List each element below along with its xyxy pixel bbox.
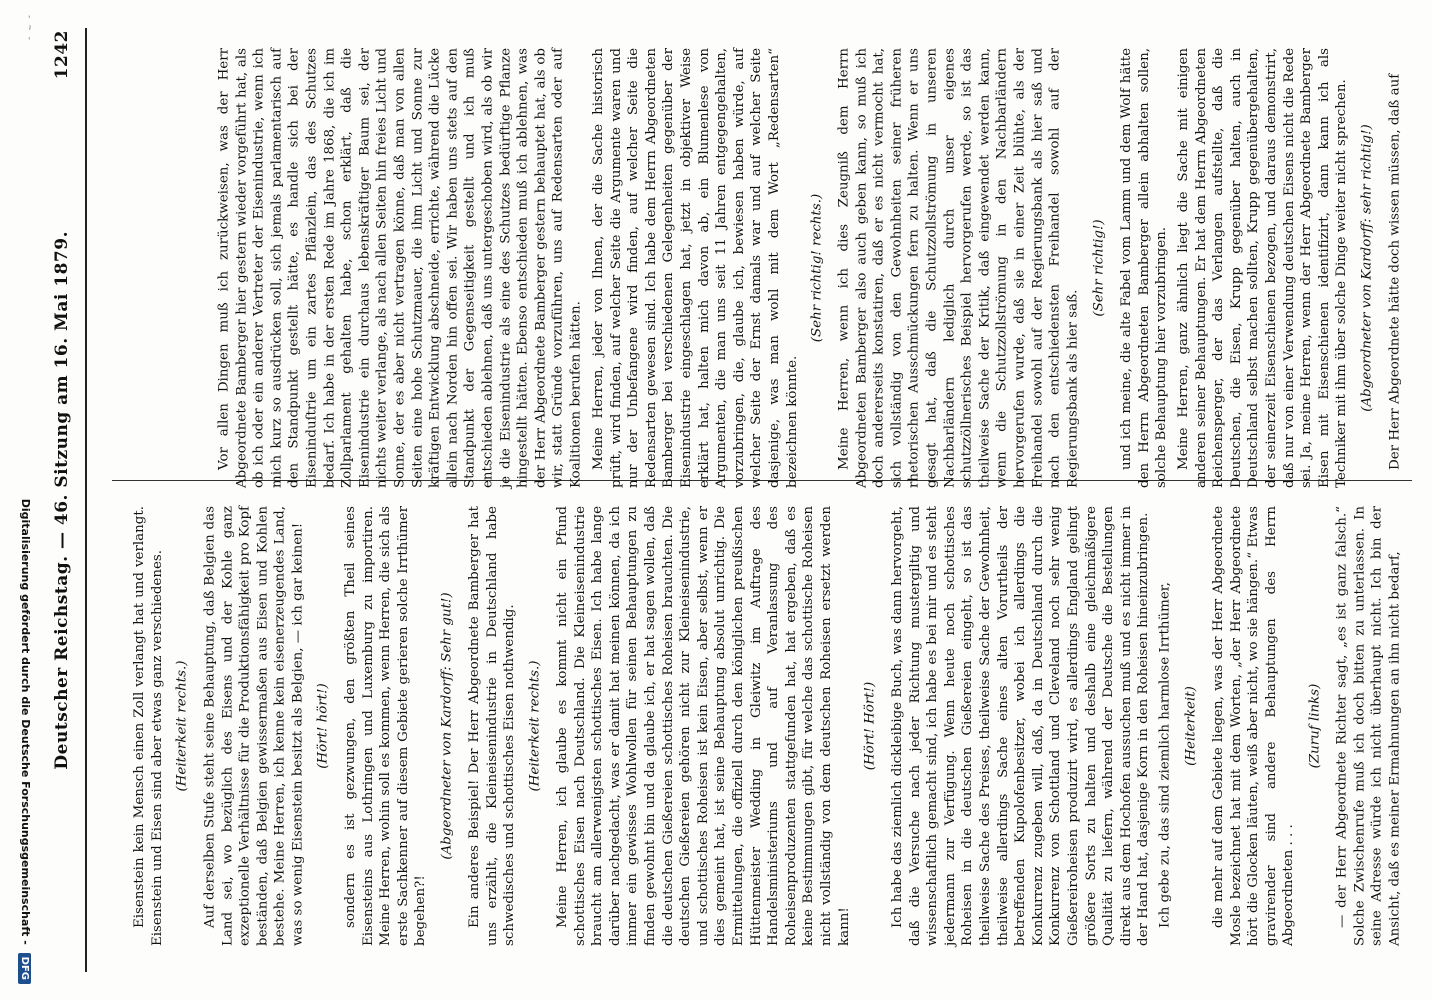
speech-interjection: (Abgeordneter von Kardorff: sehr richtig!) xyxy=(1359,124,1375,412)
speech-paragraph: die mehr auf dem Gebiete liegen, was der Herr Abgeordnete Mosle bezeichnet hat mit dem Worten, „der Herr Abgeordnete hört die Glocken läuten, weiß aber nicht, wo sie hängen.“ Etwas gravirender sind andere Behauptungen des Herrn Abgeordneten . . . xyxy=(1211,506,1297,946)
speech-interjection: (Heiterkeit) xyxy=(1183,686,1199,766)
column-left xyxy=(212,48,1404,488)
speech-interjection: (Abgeordneter von Kardorff: Sehr gut!) xyxy=(439,592,455,860)
header-title-text: Deutscher Reichstag. — 46. Sitzung am 16. Mai 1879. xyxy=(52,230,72,770)
speech-paragraph: Ich habe das ziemlich dickleibige Buch, was dann hervorgeht, daß die Versuche nach jeder Richtung mustergiltig und wissenschaftlich gemacht sind, ich habe es bei mir und es steht jedermann zur Verfügung. Wenn heute noch schottisches Roheisen in die deutschen Gießereien eingeht, so ist das theilweise Sache des Preises, theilweise Sache der Gewohnheit, theilweise allerdings Sache eines alten Vorurtheils der betreffenden Kupolofenbesitzer, wobei ich allerdings die Konkurrenz zugeben will, daß, da in Deutschland durch die Konkurrenz von Schottland und Cleveland noch sehr wenig Gießereiroheisen produzirt wird, es allerdings England gelingt größere Sorts zu halten und deshalb eine gleichmäßigere Qualität zu liefern, während der Deutsche die Bestellungen direkt aus dem Hochofen aussuchen muß und es nicht immer in der Hand hat, dasjenige Korn in den Roheisen hineinzubringen. xyxy=(889,506,1152,946)
column-right xyxy=(126,506,1404,946)
speech-paragraph: Vor allen Dingen muß ich zurückweisen, was der Herr Abgeordnete Bamberger hier gestern wieder vorgeführt hat, als ob ich oder ein anderer Vertreter der Eisenindustrie, wenn ich mich kurz so ausdrücken soll, sich jemals parlamentarisch auf den Standpunkt gestellt hätte, es handle sich bei der Eiseninduſtrie um ein zartes Pflänzlein, das des Schutzes bedarf. Ich habe in der ersten Rede im Jahre 1868, die ich im Zollparlament gehalten habe, schon erklärt, daß die Eisenindustrie ein durchaus lebenskräftiger Baum sei, der nichts weiter verlange, als nach allen Seiten hin freies Licht und Sonne, der es aber nicht vertragen könne, daß man von allen Seiten eine hohe Schutzmauer, die ihm Licht und Sonne zur kräftigen Entwicklung abschneide, errichte, während die Lücke allein nach Norden hin offen sei. Wir haben uns stets auf den Standpunkt der Gegenseitigkeit gestellt und ich muß entschieden ablehnen, daß uns untergeschoben wird, als ob wir je die Eisenindustrie als eine des Schutzes bedürftige Pflanze hingestellt hätten. Ebenso entschieden muß ich ablehnen, was der Herr Abgeordnete Bamberger gestern behauptet hat, als ob wir, statt Gründe vorzuführen, uns auf Redensarten oder auf Koalitionen berufen hätten. xyxy=(217,48,584,488)
speech-paragraph: Meine Herren, jeder von Ihnen, der die Sache historisch prüft, wird finden, auf welcher Seite die Argumente waren und nur der Unbefangene wird finden, auf welcher Seite die Redensarten gewesen sind. Ich habe dem Herrn Abgeordneten Bamberger bei verschiedenen Gelegenheiten gegenüber der Eisenindustrie eingeschlagen hat, jetzt in objektiver Weise erklärt hat, halten mich davon ab, ein Blumenlese von Argumenten, die man uns seit 11 Jahren entgegengehalten, vorzubringen, die, glaube ich, bewiesen haben würde, auf welcher Seite der Ernst damals war und auf welcher Seite dasjenige, was man wohl mit dem Wort „Redensarten“ bezeichnen könnte. xyxy=(590,48,799,488)
speech-paragraph: Ein anderes Beispiel! Der Herr Abgeordnete Bamberger hat uns erzählt, die Kleineisenindustrie in Deutschland habe schwedisches und schottisches Eisen nothwendig. xyxy=(466,506,518,946)
speech-paragraph: Ich gebe zu, das sind ziemlich harmlose Irrthümer, xyxy=(1157,582,1173,928)
speech-interjection: (Heiterkeit rechts.) xyxy=(527,660,543,792)
speech-paragraph: Meine Herren, ganz ähnlich liegt die Sache mit einigen anderen seiner Behauptungen. Er hat dem Herrn Abgeordneten Reichensperger, der das Verlangen aufstellte, daß die Deutschen, die Eisen, Krupp gegenüber halten, auch in Deutschland selbst machen sollten, Krupp gegenübergehalten, der seinerzeit Eisenschienen bezogen, und daraus demonstrirt, daß nur von einer Verwendung deutschen Eisens nicht die Rede sei. Ja, meine Herren, wenn der Herr Abgeordnete Bamberger Eisen mit Eisenschienen identifizirt, dann kann ich als Techniker mit ihm über solche Dinge weiter nicht sprechen. xyxy=(1175,48,1350,488)
speech-interjection: (Hört! Hört!) xyxy=(862,681,878,771)
speech-paragraph: Auf derselben Stufe steht seine Behauptung, daß Belgien das Land sei, wo bezüglich des Eisens und der Kohle ganz exzeptionelle Verhältnisse für die Produktionsfähigkeit pro Kopf beständen, daß Belgien gewissermaßen aus Eisen und Kohlen bestehe. Meine Herren, ich kenne kein eisenerzeugendes Land, was so wenig Eisenstein besitzt als Belgien, — ich gar keinen! xyxy=(202,506,306,946)
speech-paragraph: Meine Herren, ich glaube es kommt nicht ein Pfund schottisches Eisen nach Deutschland. Die Kleineisenindustrie braucht am allerwenigsten schottisches Eisen. Ich habe lange darüber nachgedacht, was er damit hat meinen können, da ich immer ein gewisses Wohlwollen für seinen Behauptungen zu finden gewohnt bin und da glaube ich, er hat sagen wollen, daß die deutschen Gießereien schottisches Roheisen brauchten. Die deutschen Gießereien gehören nicht zur Kleineisenindustrie, und schottisches Roheisen ist kein Eisen, aber selbst, wenn er dies gemeint hat, ist seine Behauptung absolut unrichtig. Die Ermittelungen, die offiziell durch den königlichen preußischen Hüttenmeister Wedding in Gleiwitz im Auftrage des Handelsministeriums und auf Veranlassung des Roheisenproduzenten stattgefunden hat, hat ergeben, daß es keine Bestimmungen gibt, für welche das schottische Roheisen nicht vollständig von dem deutschen Roheisen ersetzt werden kann! xyxy=(555,506,852,946)
running-header xyxy=(44,30,78,970)
scan-mark: - ~ - xyxy=(24,14,34,42)
digitization-sidebar xyxy=(10,0,32,1000)
dfg-logo: DFG xyxy=(18,953,31,984)
speech-interjection: (Sehr richtig! rechts.) xyxy=(809,193,825,343)
speech-paragraph: sondern es ist gezwungen, den größten Theil seines Eisensteins aus Lothringen und Luxemburg zu importiren. Meine Herren, wohin soll es kommen, wenn Herren, die sich als erste Sachkenner auf diesem Gebiete gerieren solche Irrthümer begehen?! xyxy=(343,506,429,946)
speech-interjection: (Heiterkeit rechts.) xyxy=(174,660,190,792)
speech-interjection: (Sehr richtig!) xyxy=(1091,219,1107,317)
speech-paragraph: — der Herr Abgeordnete Richter sagt, „es ist ganz falsch.“ Solche Zwischenrufe muß ich doch bitten zu unterlassen. In seine Adresse würde ich nicht überhaupt nicht. Ich bin der Ansicht, daß es meiner Ermahnungen an ihn nicht bedarf, xyxy=(1334,506,1403,946)
header-rule xyxy=(85,28,87,972)
header-title xyxy=(52,30,72,970)
speech-paragraph: Eisenstein kein Mensch einen Zoll verlangt hat und verlangt. Eisenstein und Eisen sind aber etwas ganz verschiedenes. xyxy=(131,506,164,946)
digitization-note: Digitalisierung gefördert durch die Deutsche Forschungsgemeinschaft - xyxy=(19,498,32,945)
speech-paragraph: Der Herr Abgeordnete hätte doch wissen müssen, daß auf xyxy=(1387,73,1403,470)
speech-interjection: (Hört! hört!) xyxy=(315,683,331,769)
speech-paragraph: und ich meine, die alte Fabel vom Lamm und dem Wolf hätte den Herrn Abgeordneten Bamberger allein abhalten sollen, solche Behauptung hier vorzubringen. xyxy=(1119,48,1170,488)
speech-paragraph: Meine Herren, wenn ich dies Zeugniß dem Herrn Abgeordneten Bamberger also auch geben kann, so muß ich doch andererseits konstatiren, daß er es nicht vermocht hat, sich vollständig von den Gewohnheiten seiner früheren rhetorischen Ausschmückungen fern zu halten. Wenn er uns gesagt hat, daß die Schutzzollströmung in unseren Nachbarländern lediglich durch unser eigenes schutzzöllnerisches Beispiel hervorgerufen werde, so ist das theilweise Sache der Kritik, daß eingewendet werden kann, wenn die Schutzzollströmung in den Nachbarländern hervorgerufen wurde, daß sie in einer Zeit blühte, als der Freihandel sowohl auf der Regierungsbank als hier saß und nach den entschiedensten Freihandel sowohl auf der Regierungsbank als hier saß. xyxy=(837,48,1081,488)
page-number: 1242 xyxy=(52,30,72,80)
speech-interjection: (Zuruf links) xyxy=(1307,683,1323,769)
